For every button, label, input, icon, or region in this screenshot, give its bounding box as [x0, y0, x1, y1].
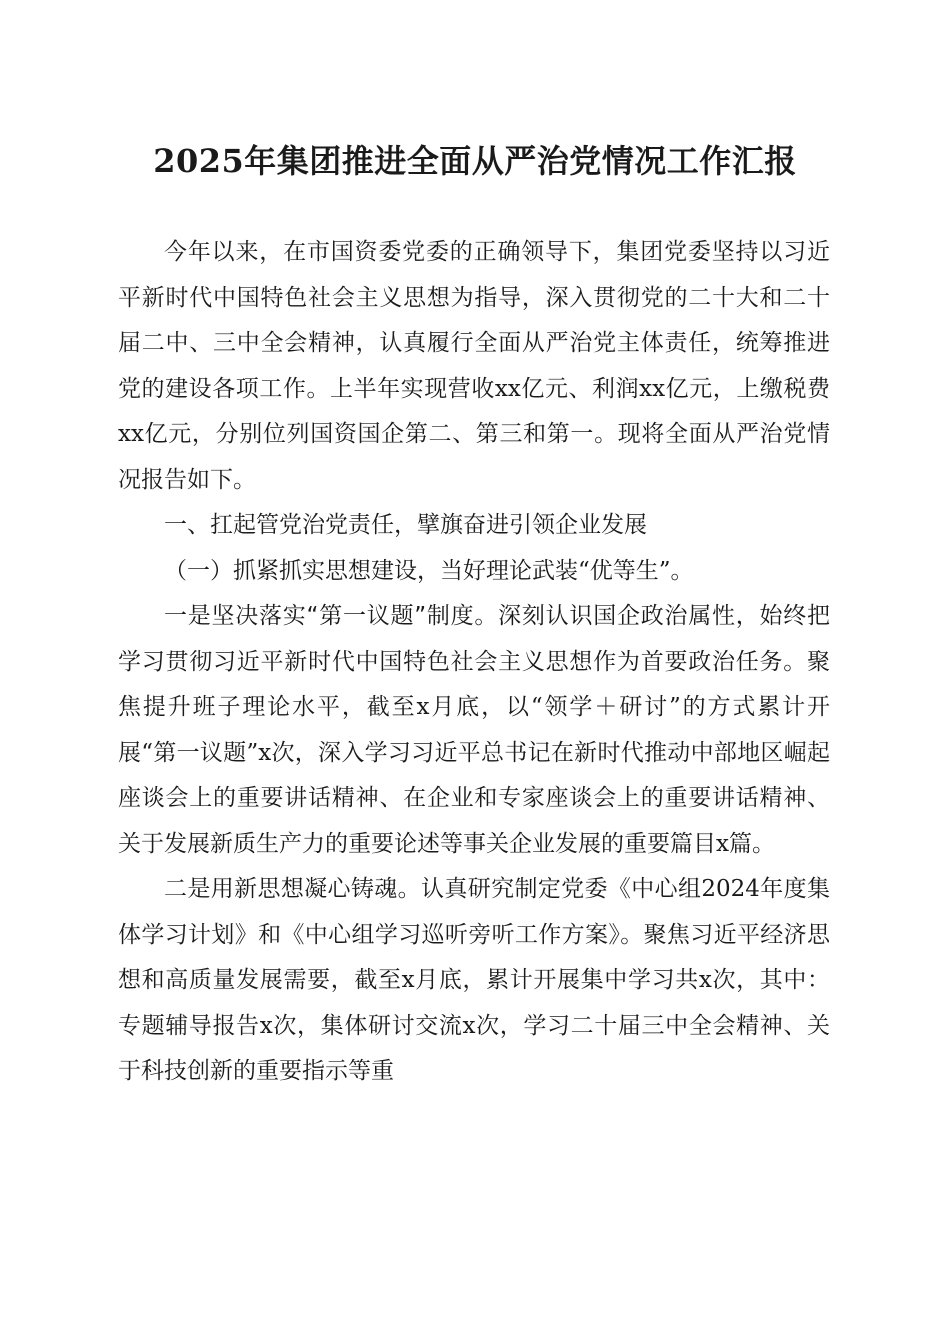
point-lead: 二是用新思想凝心铸魂。: [164, 876, 421, 902]
section-heading: 一、扛起管党治党责任，擘旗奋进引领企业发展: [164, 512, 647, 538]
point-lead: 一是坚决落实“第一议题”制度。: [164, 603, 499, 629]
document-body: [118, 230, 830, 1095]
point-paragraph: [118, 594, 830, 867]
point-text: 深刻认识国企政治属性，始终把学习贯彻习近平新时代中国特色社会主义思想作为首要政治任务。聚焦提升班子理论水平，截至x月底，以“领学＋研讨”的方式累计开展“第一议题”x次，深入学习习近平总书记在新时代推动中部地区崛起座谈会上的重要讲话精神、在企业和专家座谈会上的重要讲话精神、关于发展新质生产力的重要论述等事关企业发展的重要篇目x篇。: [118, 603, 830, 857]
document-title: 2025年集团推进全面从严治党情况工作汇报: [153, 142, 797, 180]
point-paragraph: [118, 867, 830, 1095]
intro-paragraph: 今年以来，在市国资委党委的正确领导下，集团党委坚持以习近平新时代中国特色社会主义思想为指导，深入贯彻党的二十大和二十届二中、三中全会精神，认真履行全面从严治党主体责任，统筹推进党的建设各项工作。上半年实现营收xx亿元、利润xx亿元，上缴税费xx亿元，分别位列国资国企第二、第三和第一。现将全面从严治党情况报告如下。: [118, 239, 830, 493]
subsection-heading: （一）抓紧抓实思想建设，当好理论武装“优等生”。: [164, 557, 694, 584]
point-text: 认真研究制定党委《中心组2024年度集体学习计划》和《中心组学习巡听旁听工作方案》。聚焦习近平经济思想和高质量发展需要，截至x月底，累计开展集中学习共x次，其中：专题辅导报告x次，集体研讨交流x次，学习二十届三中全会精神、关于科技创新的重要指示等重: [118, 876, 830, 1084]
